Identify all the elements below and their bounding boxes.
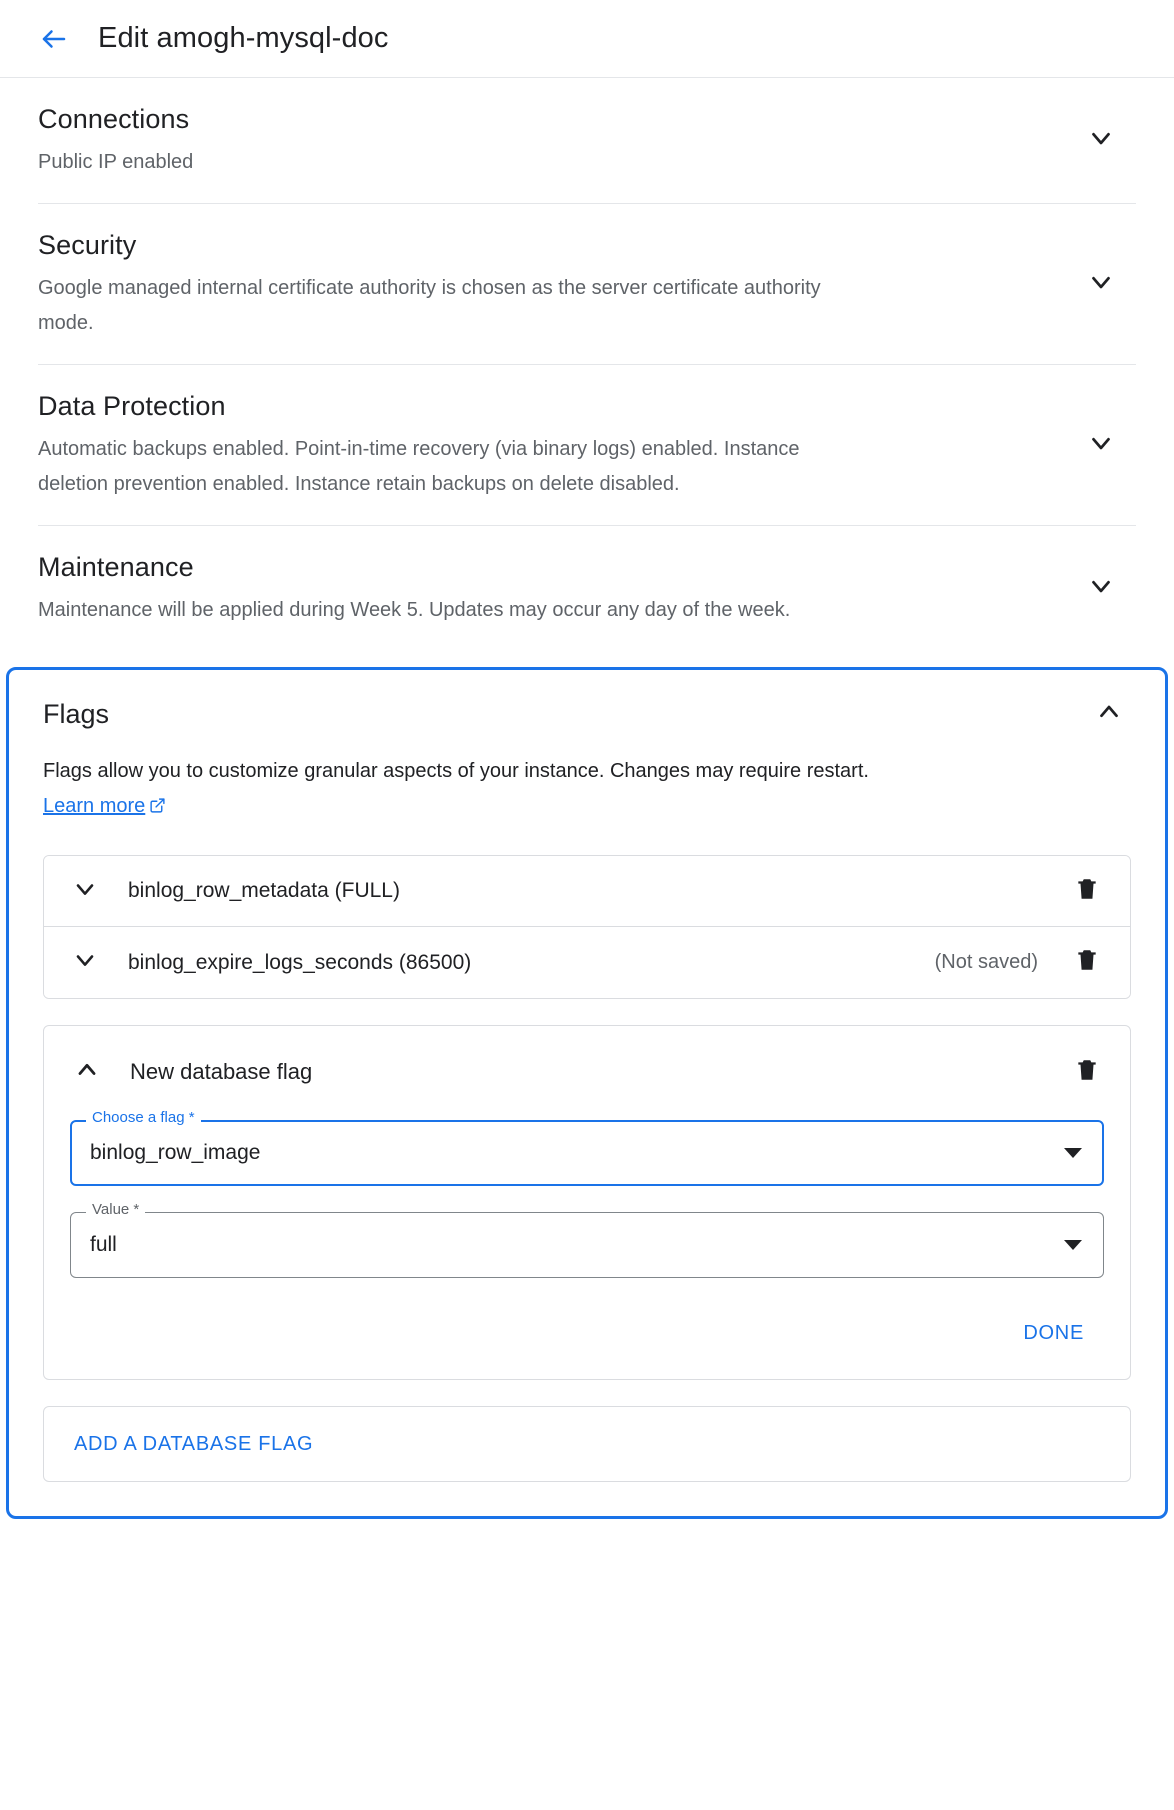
- trash-icon: [1074, 876, 1100, 907]
- external-link-icon: [149, 791, 166, 825]
- section-description: Google managed internal certificate authority is chosen as the server certificate authority mode.: [38, 277, 821, 334]
- done-button[interactable]: DONE: [1013, 1314, 1094, 1353]
- chevron-down-icon[interactable]: [1064, 1240, 1082, 1250]
- chevron-up-icon: [73, 1056, 101, 1089]
- chevron-up-icon: [1094, 697, 1124, 732]
- new-flag-actions: [70, 1278, 1104, 1357]
- section-security[interactable]: [38, 204, 1136, 365]
- new-flag-title: New database flag: [130, 1059, 313, 1085]
- choose-a-flag-select[interactable]: [70, 1109, 1104, 1186]
- flag-name: binlog_row_metadata (FULL): [128, 879, 400, 903]
- section-maintenance[interactable]: [38, 526, 1136, 651]
- delete-new-flag-button[interactable]: [1070, 1055, 1104, 1089]
- add-database-flag-row[interactable]: [43, 1406, 1131, 1482]
- expand-flag-button[interactable]: [68, 946, 102, 980]
- section-title: Security: [38, 230, 137, 261]
- flags-description: [43, 754, 913, 825]
- delete-flag-button[interactable]: [1070, 874, 1104, 908]
- flag-value-select[interactable]: [70, 1201, 1104, 1278]
- expand-flag-button[interactable]: [68, 874, 102, 908]
- chevron-down-icon: [1086, 571, 1116, 606]
- chevron-down-icon: [71, 946, 99, 979]
- chevron-down-icon[interactable]: [1064, 1148, 1082, 1158]
- flags-title: Flags: [43, 698, 110, 729]
- new-flag-editor: [43, 1025, 1131, 1380]
- expand-security-button[interactable]: [1084, 267, 1118, 301]
- arrow-left-icon: [39, 24, 69, 54]
- page-header: [0, 0, 1174, 78]
- section-description: Public IP enabled: [38, 151, 194, 173]
- expand-data-protection-button[interactable]: [1084, 428, 1118, 462]
- section-data-protection[interactable]: [38, 365, 1136, 526]
- section-description: Automatic backups enabled. Point-in-time recovery (via binary logs) enabled. Instance deletion prevention enabled. Instance retain backups on delete disabled.: [38, 438, 800, 495]
- new-flag-header: [70, 1050, 1104, 1094]
- flags-description-text: Flags allow you to customize granular aspects of your instance. Changes may require restart.: [43, 760, 869, 783]
- flags-section: [6, 667, 1168, 1519]
- field-outline: [70, 1212, 1104, 1278]
- flag-value-value: full: [90, 1233, 117, 1257]
- section-connections[interactable]: [38, 78, 1136, 204]
- section-title: Maintenance: [38, 551, 194, 582]
- flags-header: [43, 696, 1131, 732]
- learn-more-link[interactable]: Learn more: [43, 794, 146, 817]
- flag-value-label: Value *: [86, 1202, 145, 1217]
- existing-flags-list: [43, 855, 1131, 999]
- expand-connections-button[interactable]: [1084, 124, 1118, 158]
- collapse-new-flag-button[interactable]: [70, 1055, 104, 1089]
- section-title: Connections: [38, 104, 190, 134]
- add-database-flag-label[interactable]: ADD A DATABASE FLAG: [74, 1432, 314, 1455]
- settings-sections: [0, 78, 1174, 651]
- flag-row[interactable]: [44, 927, 1130, 998]
- page-title: Edit amogh-mysql-doc: [98, 22, 389, 54]
- back-button[interactable]: [30, 15, 78, 63]
- flag-row[interactable]: [44, 856, 1130, 927]
- chevron-down-icon: [1086, 123, 1116, 158]
- trash-icon: [1074, 947, 1100, 978]
- flag-status: (Not saved): [934, 951, 1038, 974]
- delete-flag-button[interactable]: [1070, 946, 1104, 980]
- flag-name: binlog_expire_logs_seconds (86500): [128, 950, 472, 974]
- section-title: Data Protection: [38, 391, 226, 422]
- chevron-down-icon: [71, 875, 99, 908]
- chevron-down-icon: [1086, 428, 1116, 463]
- trash-icon: [1074, 1057, 1100, 1088]
- section-description: Maintenance will be applied during Week 5. Updates may occur any day of the week.: [38, 598, 791, 621]
- chevron-down-icon: [1086, 267, 1116, 302]
- choose-a-flag-label: Choose a flag *: [86, 1110, 201, 1125]
- choose-a-flag-value: binlog_row_image: [90, 1141, 261, 1165]
- collapse-flags-button[interactable]: [1091, 696, 1127, 732]
- expand-maintenance-button[interactable]: [1084, 572, 1118, 606]
